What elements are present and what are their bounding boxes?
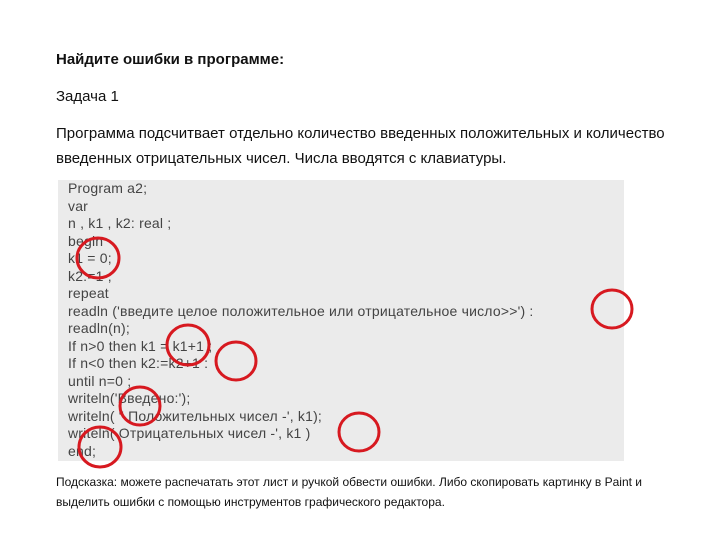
code-line: If n>0 then k1 = k1+1 ; [68, 337, 213, 354]
code-line: repeat [68, 285, 109, 301]
code-line: writeln( " Положительных чисел -', k1); [68, 407, 323, 424]
code-line: n , k1 , k2: real ; [68, 215, 172, 231]
code-line: If n<0 then k2:=k2+1 : [68, 355, 209, 371]
code-line: writeln( Отрицательных чисел -', k1 ) [68, 425, 311, 441]
code-line: readln(n); [68, 320, 130, 336]
hint-text: Подсказка: можете распечатать этот лист и ручкой обвести ошибки. Либо скопировать картинку в Paint и выделить ошибки с помощью инструментов графического редактора. [56, 475, 642, 509]
error-circle-k1-k2 [339, 413, 379, 451]
error-circle-k2-colon [216, 342, 256, 380]
code-line: Program a2; [68, 180, 148, 196]
code-line: readln ('введите целое положительное или отрицательное число>>') : [68, 302, 534, 319]
task-description: Программа подсчитвает отдельно количество введенных положительных и количество введенных отрицательных чисел. Числа вводятся с клавиатуры. [56, 125, 665, 167]
code-line: k1 = 0; [68, 250, 112, 266]
error-circle-k1-increment [167, 325, 209, 365]
error-circle-writeln-paren [79, 427, 121, 467]
code-line: end; [68, 442, 97, 459]
code-line: writeln('Введено:'); [68, 390, 191, 406]
page-title: Найдите ошибки в программе: [56, 51, 285, 68]
task-label: Задача 1 [56, 88, 119, 105]
code-line: k2:=1 ; [68, 267, 112, 284]
error-circle-readln-colon [592, 290, 632, 328]
error-circle-k1-assign [77, 238, 119, 278]
code-line: begin [68, 232, 104, 249]
code-line: var [68, 197, 89, 214]
code-line: until n=0 ; [68, 372, 132, 389]
error-circle-writeln-quote [120, 387, 160, 425]
